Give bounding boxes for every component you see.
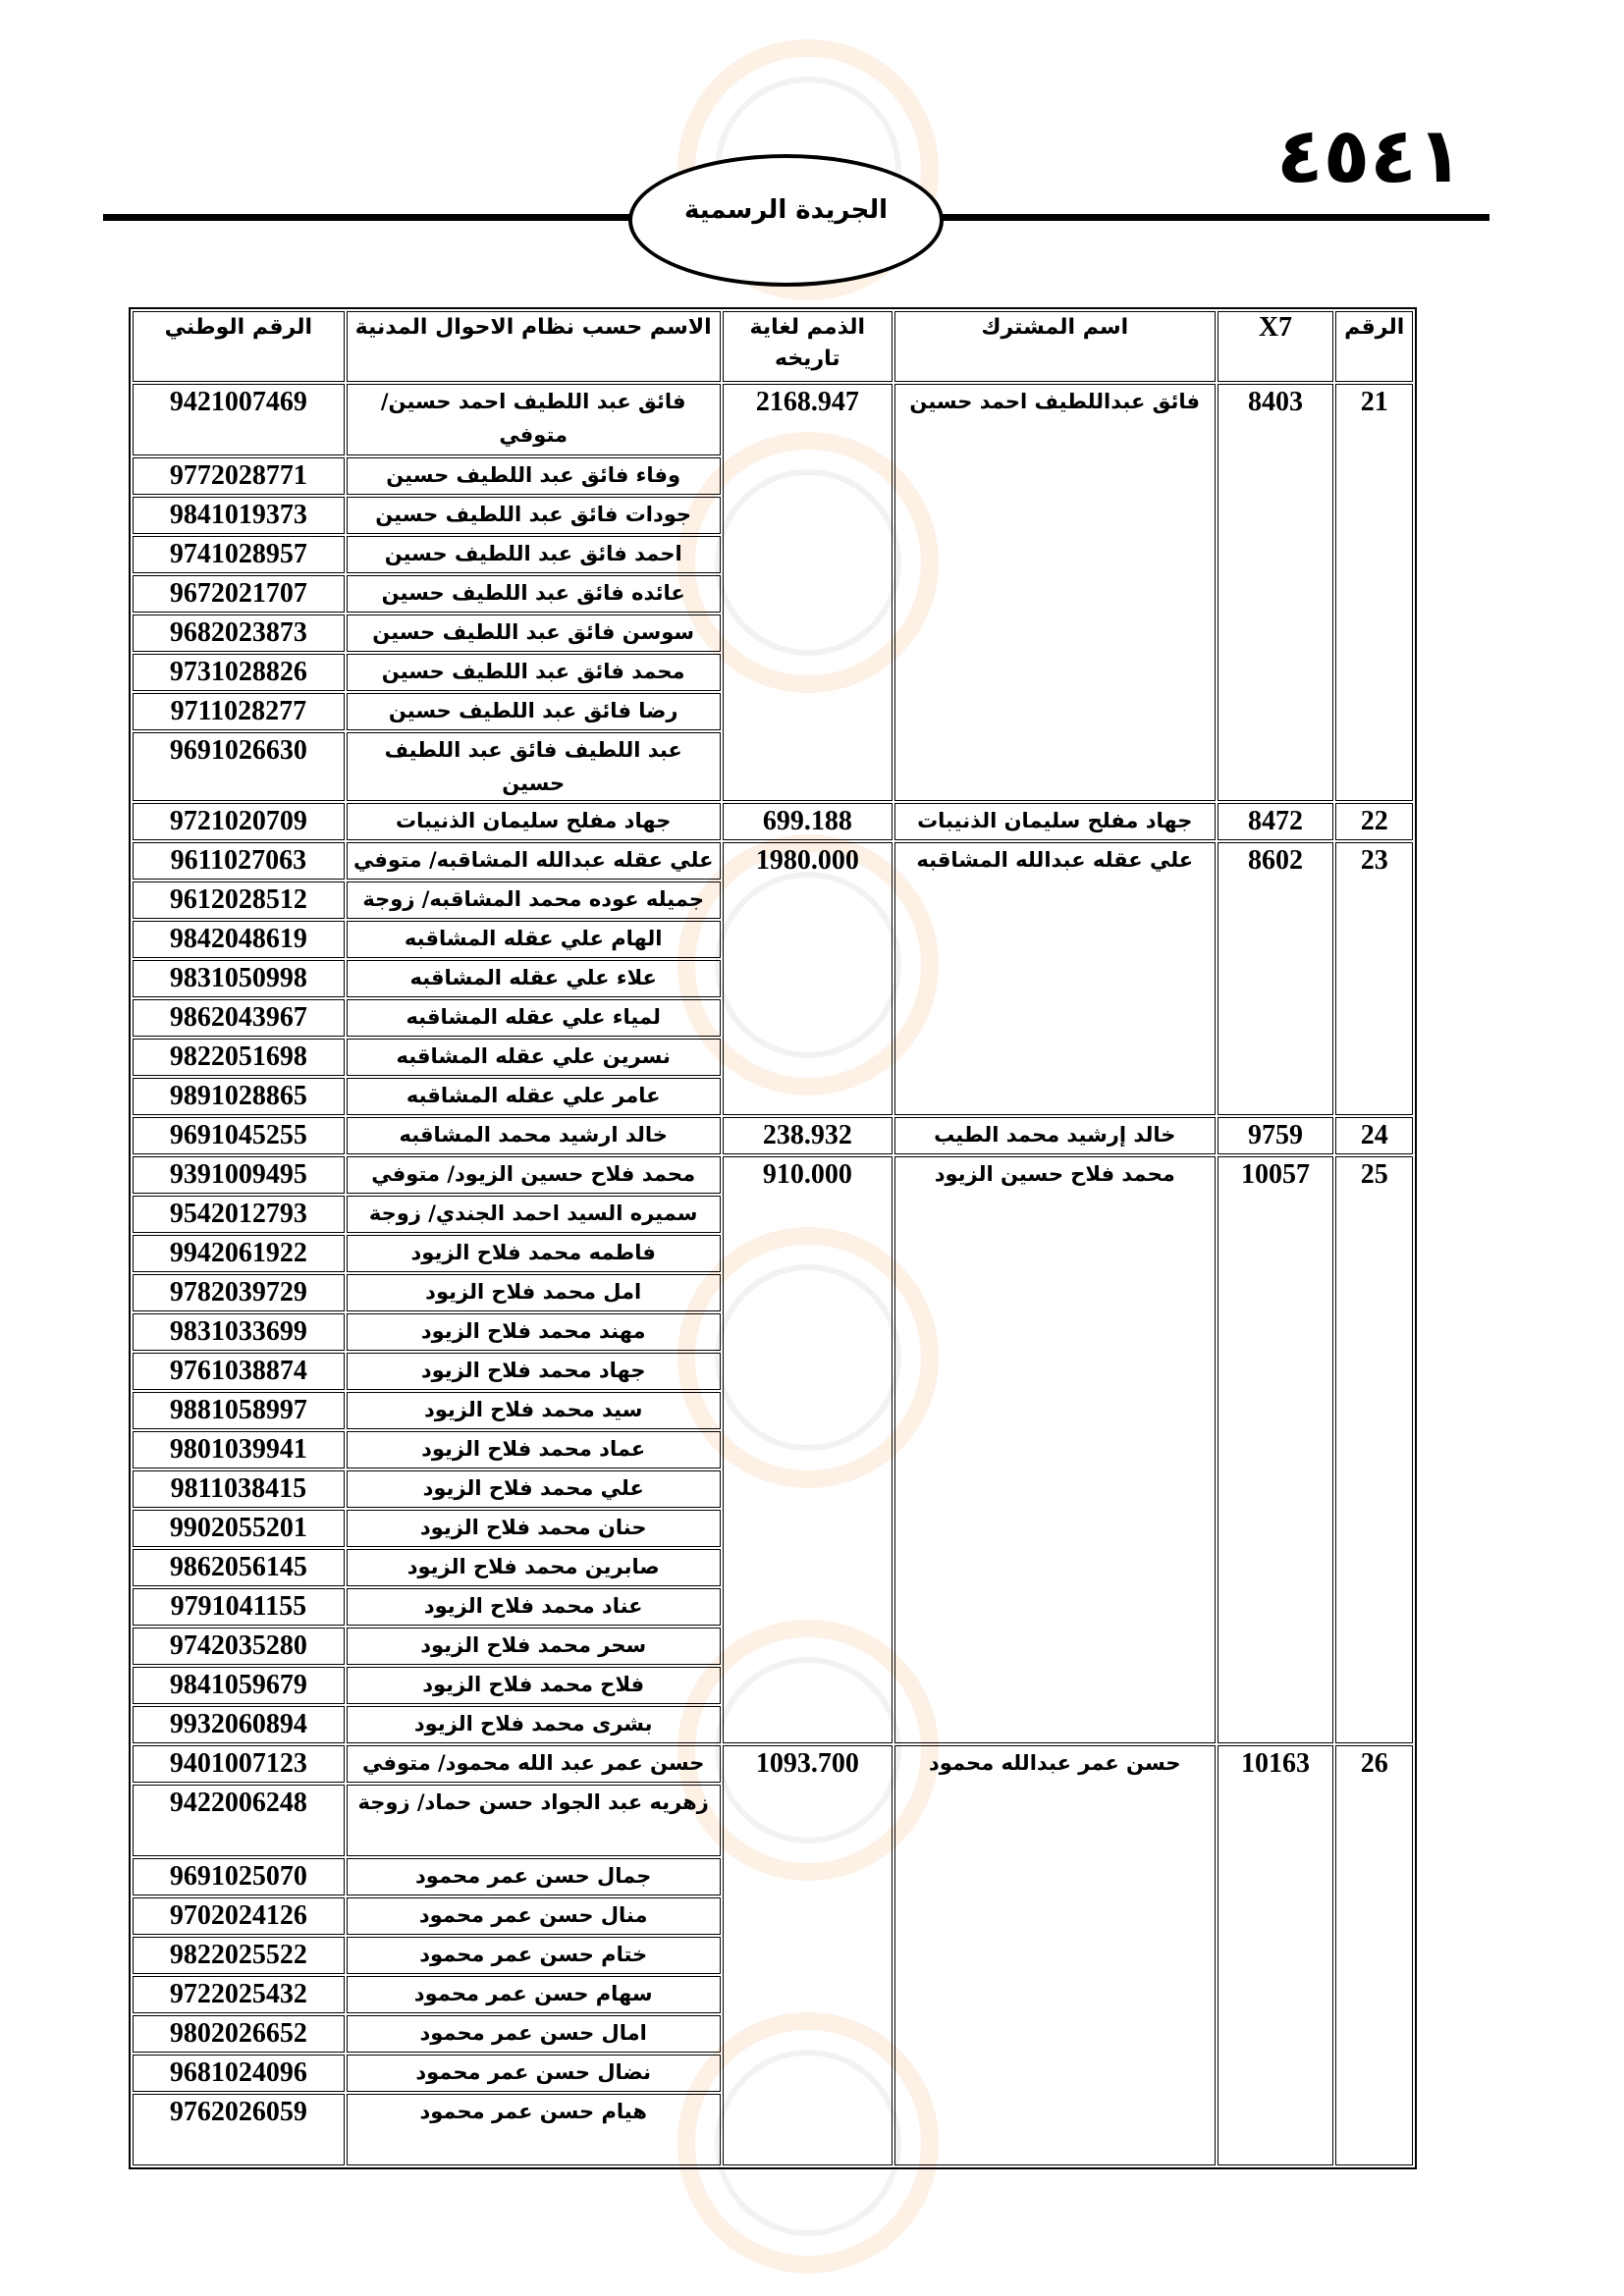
national-id: 9831050998 <box>133 960 345 997</box>
national-id: 9721020709 <box>133 803 345 840</box>
gazette-title-badge <box>628 154 944 287</box>
civil-name: ختام حسن عمر محمود <box>347 1937 721 1974</box>
national-id: 9841019373 <box>133 497 345 534</box>
national-id: 9421007469 <box>133 384 345 455</box>
civil-name: بشرى محمد فلاح الزيود <box>347 1706 721 1743</box>
civil-name: عناد محمد فلاح الزيود <box>347 1588 721 1626</box>
civil-name: سميره السيد احمد الجندي/ زوجة <box>347 1196 721 1233</box>
national-id: 9391009495 <box>133 1156 345 1194</box>
row-number: 24 <box>1335 1117 1413 1154</box>
page-number: ٤٥٤١ <box>1276 112 1464 200</box>
amount-due: 699.188 <box>723 803 893 840</box>
table-row <box>133 803 1413 840</box>
subscriber-name: علي عقله عبدالله المشاقبه <box>894 842 1216 1115</box>
civil-name: وفاء فائق عبد اللطيف حسين <box>347 457 721 495</box>
row-number: 23 <box>1335 842 1413 1115</box>
civil-name: محمد فائق عبد اللطيف حسين <box>347 654 721 691</box>
national-id: 9711028277 <box>133 693 345 730</box>
civil-name: مهند محمد فلاح الزيود <box>347 1313 721 1351</box>
civil-name: الهام علي عقله المشاقبه <box>347 921 721 958</box>
national-id: 9672021707 <box>133 575 345 613</box>
civil-name: حسن عمر عبد الله محمود/ متوفي <box>347 1745 721 1783</box>
header-subscriber: اسم المشترك <box>894 311 1216 382</box>
civil-name: امال حسن عمر محمود <box>347 2015 721 2053</box>
national-id: 9802026652 <box>133 2015 345 2053</box>
civil-name: عبد اللطيف فائق عبد اللطيف حسين <box>347 732 721 801</box>
civil-name: سحر محمد فلاح الزيود <box>347 1628 721 1665</box>
national-id: 9681024096 <box>133 2055 345 2092</box>
civil-name: علي محمد فلاح الزيود <box>347 1470 721 1508</box>
civil-name: عائده فائق عبد اللطيف حسين <box>347 575 721 613</box>
amount-due: 910.000 <box>723 1156 893 1743</box>
civil-name: امل محمد فلاح الزيود <box>347 1274 721 1311</box>
national-id: 9881058997 <box>133 1392 345 1429</box>
civil-name: سوسن فائق عبد اللطيف حسين <box>347 614 721 652</box>
national-id: 9822051698 <box>133 1039 345 1076</box>
national-id: 9691045255 <box>133 1117 345 1154</box>
subscriber-name: خالد إرشيد محمد الطيب <box>894 1117 1216 1154</box>
national-id: 9682023873 <box>133 614 345 652</box>
amount-due: 1093.700 <box>723 1745 893 2165</box>
civil-name: حنان محمد فلاح الزيود <box>347 1510 721 1547</box>
civil-name: نسرين علي عقله المشاقبه <box>347 1039 721 1076</box>
national-id: 9932060894 <box>133 1706 345 1743</box>
amount-due: 238.932 <box>723 1117 893 1154</box>
national-id: 9862043967 <box>133 999 345 1037</box>
national-id: 9772028771 <box>133 457 345 495</box>
civil-name: هيام حسن عمر محمود <box>347 2094 721 2165</box>
civil-name: فلاح محمد فلاح الزيود <box>347 1667 721 1704</box>
civil-name: علاء علي عقله المشاقبه <box>347 960 721 997</box>
national-id: 9542012793 <box>133 1196 345 1233</box>
civil-name: سهام حسن عمر محمود <box>347 1976 721 2013</box>
civil-name: زهريه عبد الجواد حسن حماد/ زوجة <box>347 1785 721 1856</box>
national-id: 9822025522 <box>133 1937 345 1974</box>
national-id: 9722025432 <box>133 1976 345 2013</box>
national-id: 9831033699 <box>133 1313 345 1351</box>
national-id: 9801039941 <box>133 1431 345 1468</box>
x7-value: 10163 <box>1218 1745 1334 2165</box>
x7-value: 10057 <box>1218 1156 1334 1743</box>
table-row <box>133 1156 1413 1194</box>
subscriber-name: محمد فلاح حسين الزيود <box>894 1156 1216 1743</box>
x7-value: 8602 <box>1218 842 1334 1115</box>
national-id: 9891028865 <box>133 1078 345 1115</box>
civil-name: جهاد محمد فلاح الزيود <box>347 1353 721 1390</box>
national-id: 9422006248 <box>133 1785 345 1856</box>
subscriber-name: جهاد مفلح سليمان الذنيبات <box>894 803 1216 840</box>
national-id: 9691026630 <box>133 732 345 801</box>
table-row <box>133 1117 1413 1154</box>
national-id: 9782039729 <box>133 1274 345 1311</box>
x7-value: 9759 <box>1218 1117 1334 1154</box>
civil-name: فائق عبد اللطيف احمد حسين/ متوفي <box>347 384 721 455</box>
civil-name: محمد فلاح حسين الزيود/ متوفي <box>347 1156 721 1194</box>
national-id: 9731028826 <box>133 654 345 691</box>
national-id: 9862056145 <box>133 1549 345 1586</box>
national-id: 9841059679 <box>133 1667 345 1704</box>
civil-name: صابرين محمد فلاح الزيود <box>347 1549 721 1586</box>
civil-name: احمد فائق عبد اللطيف حسين <box>347 536 721 573</box>
national-id: 9742035280 <box>133 1628 345 1665</box>
table-row <box>133 384 1413 455</box>
civil-name: جمال حسن عمر محمود <box>347 1858 721 1896</box>
gazette-title: الجريدة الرسمية <box>684 194 888 225</box>
civil-name: سيد محمد فلاح الزيود <box>347 1392 721 1429</box>
x7-value: 8472 <box>1218 803 1334 840</box>
civil-name: فاطمه محمد فلاح الزيود <box>347 1235 721 1272</box>
civil-name: عماد محمد فلاح الزيود <box>347 1431 721 1468</box>
header-num: الرقم <box>1335 311 1413 382</box>
national-id: 9811038415 <box>133 1470 345 1508</box>
civil-name: علي عقله عبدالله المشاقبه/ متوفي <box>347 842 721 880</box>
civil-name: جميله عوده محمد المشاقبه/ زوجة <box>347 881 721 919</box>
table-row <box>133 842 1413 880</box>
civil-name: جودات فائق عبد اللطيف حسين <box>347 497 721 534</box>
header-x7: X7 <box>1218 311 1334 382</box>
row-number: 21 <box>1335 384 1413 801</box>
civil-name: لمياء علي عقله المشاقبه <box>347 999 721 1037</box>
national-id: 9741028957 <box>133 536 345 573</box>
national-id: 9942061922 <box>133 1235 345 1272</box>
row-number: 26 <box>1335 1745 1413 2165</box>
national-id: 9702024126 <box>133 1897 345 1935</box>
civil-name: جهاد مفلح سليمان الذنيبات <box>347 803 721 840</box>
amount-due: 2168.947 <box>723 384 893 801</box>
header-national-id: الرقم الوطني <box>133 311 345 382</box>
subscriber-name: حسن عمر عبدالله محمود <box>894 1745 1216 2165</box>
national-id: 9691025070 <box>133 1858 345 1896</box>
national-id: 9762026059 <box>133 2094 345 2165</box>
national-id: 9902055201 <box>133 1510 345 1547</box>
national-id: 9842048619 <box>133 921 345 958</box>
amount-due: 1980.000 <box>723 842 893 1115</box>
national-id: 9612028512 <box>133 881 345 919</box>
header-civil-name: الاسم حسب نظام الاحوال المدنية <box>347 311 721 382</box>
civil-name: نضال حسن عمر محمود <box>347 2055 721 2092</box>
x7-value: 8403 <box>1218 384 1334 801</box>
national-id: 9611027063 <box>133 842 345 880</box>
row-number: 25 <box>1335 1156 1413 1743</box>
civil-name: خالد ارشيد محمد المشاقبه <box>347 1117 721 1154</box>
civil-name: منال حسن عمر محمود <box>347 1897 721 1935</box>
national-id: 9401007123 <box>133 1745 345 1783</box>
civil-name: عامر علي عقله المشاقبه <box>347 1078 721 1115</box>
subscriber-name: فائق عبداللطيف احمد حسين <box>894 384 1216 801</box>
header-amount: الذمم لغاية تاريخه <box>723 311 893 382</box>
national-id: 9761038874 <box>133 1353 345 1390</box>
national-id: 9791041155 <box>133 1588 345 1626</box>
subscribers-table <box>129 307 1417 2169</box>
row-number: 22 <box>1335 803 1413 840</box>
civil-name: رضا فائق عبد اللطيف حسين <box>347 693 721 730</box>
table-header-row <box>133 311 1413 382</box>
table-row <box>133 1745 1413 1783</box>
